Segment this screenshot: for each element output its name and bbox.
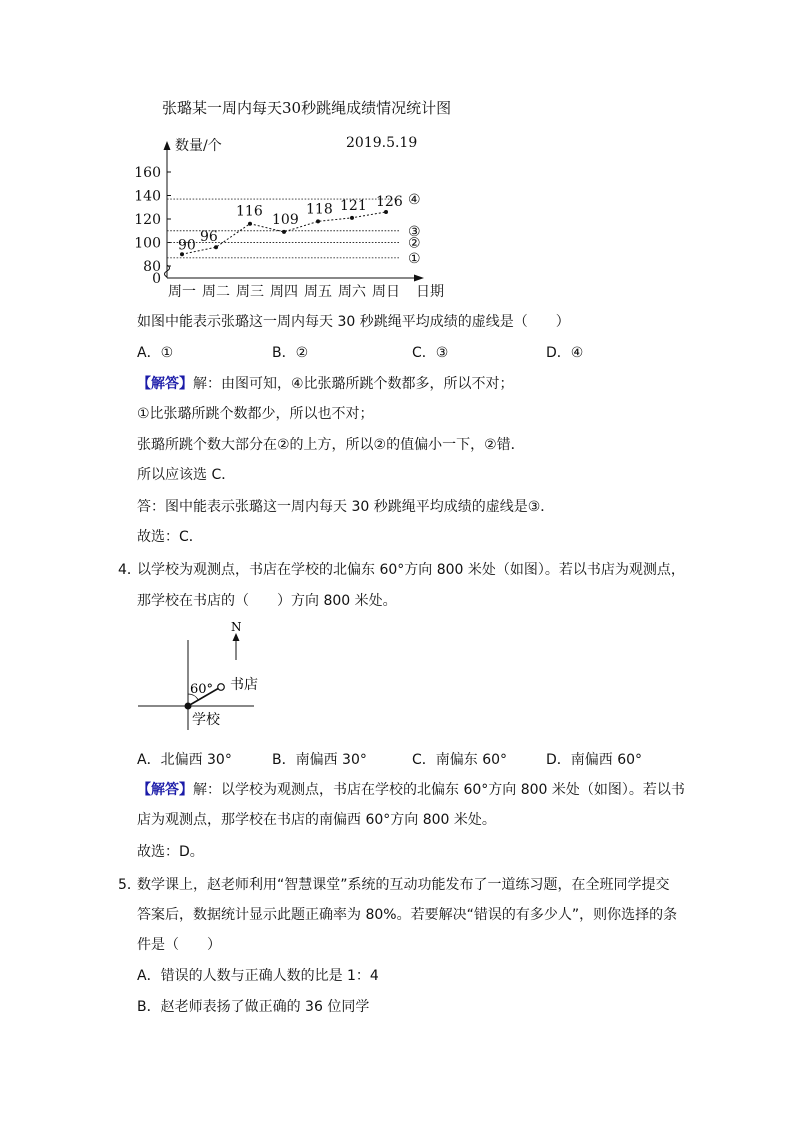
x-axis-arrow [414, 275, 424, 282]
q3-option-c: C．③ [412, 345, 449, 361]
bookstore-label: 书店 [230, 677, 258, 693]
answer-tag: 【解答】 [137, 376, 193, 392]
q3-solution-4: 所以应该选 C． [137, 467, 236, 483]
y-axis-label: 数量/个 [175, 138, 222, 154]
q4-solution-1 [137, 780, 685, 800]
q4-option-b: B．南偏西 30° [272, 752, 367, 768]
q4-solution-2: 店为观测点，那学校在书店的南偏西 60°方向 800 米处。 [137, 812, 496, 828]
q5-option-b: B．赵老师表扬了做正确的 36 位同学 [137, 999, 370, 1015]
y-tick-label: 100 [134, 235, 161, 252]
x-tick-label: 周二 [202, 284, 230, 300]
q3-solution-2: ①比张璐所跳个数都少，所以也不对； [137, 406, 374, 422]
q3-question: 如图中能表示张璐这一周内每天 30 秒跳绳平均成绩的虚线是（ ） [137, 314, 570, 330]
q5-number: 5． [118, 877, 141, 893]
data-label: 121 [340, 197, 367, 214]
y-axis-arrow [164, 141, 171, 150]
q3-option-a: A．① [137, 345, 174, 361]
q3-option-b: B．② [272, 345, 309, 361]
direction-diagram [132, 618, 272, 730]
q4-option-c: C．南偏东 60° [412, 752, 508, 768]
data-label: 90 [178, 237, 196, 254]
q3-solution-1 [137, 374, 514, 394]
data-point [316, 219, 320, 223]
data-point [282, 230, 286, 234]
data-label: 96 [200, 229, 218, 246]
y-tick-label: 160 [134, 165, 161, 181]
q5-option-a: A．错误的人数与正确人数的比是 1：4 [137, 968, 379, 984]
q4-solution-text: 解：以学校为观测点，书店在学校的北偏东 60°方向 800 米处（如图）。若以书 [193, 782, 685, 798]
q3-solution-6: 故选：C． [137, 529, 203, 545]
q4-question-line1: 以学校为观测点，书店在学校的北偏东 60°方向 800 米处（如图）。若以书店为观测点， [137, 562, 685, 578]
q3-option-d: D．④ [546, 345, 584, 361]
x-tick-label: 周一 [168, 284, 196, 300]
x-axis-label: 日期 [416, 284, 444, 300]
data-point [350, 216, 354, 220]
q4-conclusion: 故选：D。 [137, 844, 204, 860]
data-label: 118 [306, 201, 333, 218]
chart-title: 张璐某一周内每天30秒跳绳成绩情况统计图 [162, 99, 452, 117]
reference-line-label: ④ [408, 192, 421, 209]
q4-option-a: A．北偏西 30° [137, 752, 232, 768]
q4-number: 4． [118, 562, 141, 578]
q4-option-d: D．南偏西 60° [546, 752, 643, 768]
q5-line2: 答案后，数据统计显示此题正确率为 80%。若要解决“错误的有多少人”，则你选择的条 [137, 907, 678, 923]
school-point [185, 703, 192, 710]
reference-line-label: ① [408, 250, 421, 267]
north-label: N [231, 620, 242, 634]
data-point [248, 222, 252, 226]
y-tick-label: 120 [134, 212, 161, 228]
answer-tag: 【解答】 [137, 782, 193, 798]
data-point [384, 210, 388, 214]
x-tick-label: 周六 [338, 284, 366, 300]
data-label: 126 [376, 193, 403, 210]
x-tick-label: 周四 [270, 284, 298, 300]
bookstore-point [218, 684, 225, 691]
q4-question-line2: 那学校在书店的（ ）方向 800 米处。 [137, 593, 397, 609]
q5-line1: 数学课上，赵老师利用“智慧课堂”系统的互动功能发布了一道练习题，在全班同学提交 [137, 877, 670, 893]
chart-date: 2019.5.19 [346, 135, 418, 151]
data-label: 116 [236, 203, 263, 220]
data-point [214, 245, 218, 249]
q3-solution-5: 答：图中能表示张璐这一周内每天 30 秒跳绳平均成绩的虚线是③． [137, 499, 555, 515]
reference-line-label: ② [408, 235, 421, 252]
q5-line3: 件是（ ） [137, 937, 221, 953]
y-tick-label: 80 [143, 259, 161, 275]
data-label: 109 [272, 211, 299, 228]
reference-line-label: ③ [408, 223, 421, 240]
y-tick-label: 140 [134, 188, 161, 205]
x-tick-label: 周三 [236, 284, 264, 300]
angle-label: 60° [190, 682, 214, 697]
school-label: 学校 [192, 712, 220, 728]
q3-solution-3: 张璐所跳个数大部分在②的上方，所以②的值偏小一下，②错． [137, 437, 525, 453]
north-arrow-head [233, 633, 240, 641]
x-tick-label: 周五 [304, 284, 332, 300]
q3-solution-text: 解：由图可知，④比张璐所跳个数都多，所以不对； [193, 376, 514, 392]
x-tick-label: 周日 [372, 284, 400, 300]
y-tick-label: 0 [152, 271, 161, 287]
